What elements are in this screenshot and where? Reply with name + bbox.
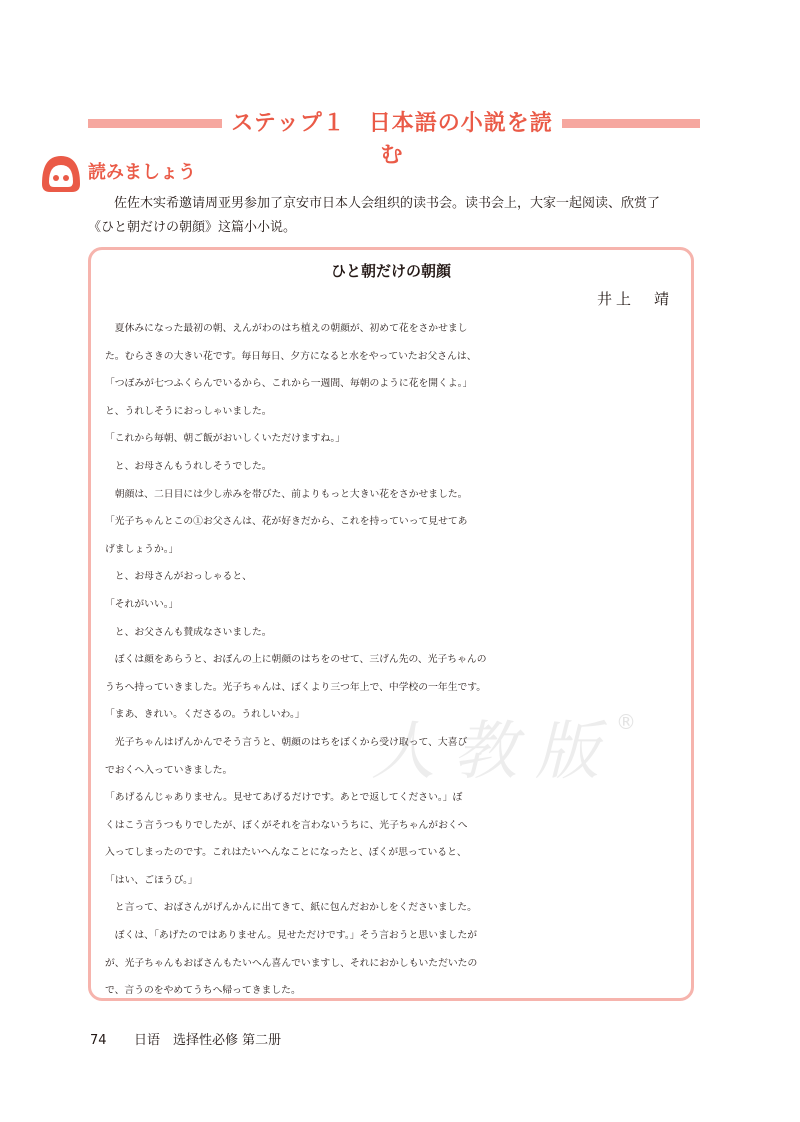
title-bar-left <box>88 119 222 128</box>
story-line: くはこう言うつもりでしたが、ぼくがそれを言わないうちに、光子ちゃんがおくへ <box>105 819 468 831</box>
story-line: と言って、おばさんがげんかんに出てきて、紙に包んだおかしをくださいました。 <box>105 902 477 914</box>
intro-line: 《ひと朝だけの朝顔》这篇小小说。 <box>88 220 297 235</box>
story-line: と、お母さんがおっしゃると、 <box>105 571 252 583</box>
story-line: 「光子ちゃんとこの①お父さんは、花が好きだから、これを持っていって見せてあ <box>105 516 468 528</box>
step-title-row <box>88 108 700 168</box>
story-line: うちへ持っていきました。光子ちゃんは、ぼくより三つ年上で、中学校の一年生です。 <box>105 681 487 693</box>
intro-line: 佐佐木实希邀请周亚男参加了京安市日本人会组织的读书会。读书会上，大家一起阅读、欣赏了 <box>114 196 661 211</box>
story-line: 「これから毎朝、朝ご飯がおいしくいただけますね。」 <box>105 433 346 445</box>
page-footer <box>90 1029 281 1048</box>
story-line: 「はい、ごほうび。」 <box>105 874 198 886</box>
story-line: げましょうか。」 <box>105 543 179 555</box>
story-line: 「つぼみが七つふくらんでいるから、これから一週間、毎朝のように花を開くよ。」 <box>105 378 473 390</box>
story-line: ぼくは顔をあらうと、おぼんの上に朝顔のはちをのせて、三げん先の、光子ちゃんの <box>105 654 487 666</box>
page-title: ステップ１ 日本語の小説を読む <box>231 111 553 168</box>
story-line: た。むらさきの大きい花です。毎日毎日、夕方になると水をやっていたお父さんは、 <box>105 350 477 362</box>
title-bar-right <box>562 119 700 128</box>
mascot-icon <box>40 154 82 194</box>
intro-text <box>88 192 700 240</box>
story-line: 「それがいい。」 <box>105 598 179 610</box>
story-line: ぼくは、「あげたのではありません。見せただけです。」そう言おうと思いましたが <box>105 930 478 942</box>
story-line: 「まあ、きれい。くださるの。うれしいわ。」 <box>105 709 305 721</box>
watermark: 人教版 <box>371 715 617 789</box>
story-body <box>105 315 685 1001</box>
story-line: 光子ちゃんはげんかんでそう言うと、朝顔のはちをぼくから受け取って、大喜び <box>105 736 468 748</box>
section-label: 読みましょう <box>88 162 196 183</box>
story-line: 「あげるんじゃありません。見せてあげるだけです。あとで返してください。」ぼ <box>105 792 463 804</box>
story-line: 入ってしまったのです。これはたいへんなことになったと、ぼくが思っていると、 <box>105 847 467 859</box>
story-line: と、お母さんもうれしそうでした。 <box>105 460 272 472</box>
story-line: と、お父さんも賛成なさいました。 <box>105 626 272 638</box>
story-line: が、光子ちゃんもおばさんもたいへん喜んでいますし、それにおかしもいただいたの <box>105 957 478 969</box>
story-line: 朝顔は、二日目には少し赤みを帯びた、前よりもっと大きい花をさかせました。 <box>105 488 468 500</box>
story-line: でおくへ入っていきました。 <box>105 764 233 776</box>
story-title: ひと朝だけの朝顔 <box>330 262 451 280</box>
story-line: 夏休みになった最初の朝、えんがわのはち植えの朝顔が、初めて花をさかせまし <box>105 323 468 334</box>
story-author: 井上 靖 <box>596 290 673 308</box>
book-title: 日语 选择性必修 第二册 <box>134 1033 282 1048</box>
story-line: で、言うのをやめてうちへ帰ってきました。 <box>105 985 301 997</box>
watermark-registered-icon: ® <box>616 710 636 734</box>
page-number: 74 <box>90 1033 107 1048</box>
story-box <box>88 247 694 1001</box>
story-line: と、うれしそうにおっしゃいました。 <box>105 405 272 417</box>
